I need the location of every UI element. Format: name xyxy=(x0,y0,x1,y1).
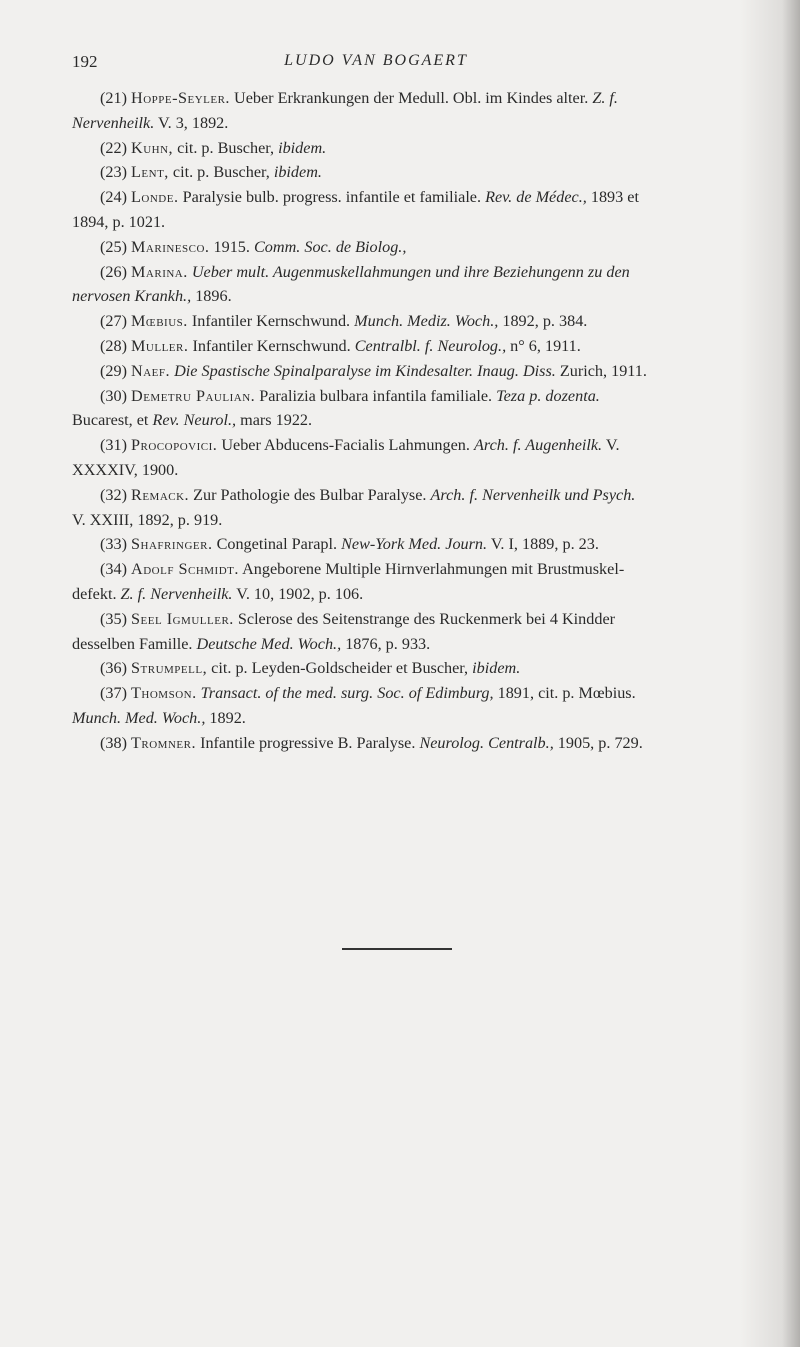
reference-continuation xyxy=(72,210,790,235)
reference-number: (25) xyxy=(100,237,132,256)
reference-text: V. I, 1889, p. 23. xyxy=(487,535,599,554)
reference-title: Centralbl. f. Neurolog., xyxy=(354,336,507,355)
reference-number: (22) xyxy=(100,138,132,157)
reference-entry xyxy=(100,532,790,557)
reference-text: cit. p. Buscher, xyxy=(173,138,279,157)
reference-entry xyxy=(100,235,790,260)
reference-author: Naef. xyxy=(131,361,171,380)
reference-number: (29) xyxy=(100,361,132,380)
reference-entry xyxy=(100,136,790,161)
reference-author: Thomson. xyxy=(131,684,197,703)
reference-text: V. xyxy=(602,436,620,455)
reference-title: nervosen Krankh., xyxy=(72,287,192,306)
reference-continuation xyxy=(72,458,790,483)
reference-text: 1893 et xyxy=(586,188,639,207)
reference-text: Ueber Erkrankungen der Medull. Obl. im Kindes alter. xyxy=(229,89,593,107)
reference-entry xyxy=(72,86,790,136)
reference-title: Z. f. xyxy=(592,89,618,107)
reference-author: Shafringer. xyxy=(131,535,213,554)
reference-continuation xyxy=(72,508,790,533)
reference-number: (21) xyxy=(100,89,132,107)
reference-title: Z. f. Nervenheilk. xyxy=(120,584,233,603)
reference-text: Zur Pathologie des Bulbar Paralyse. xyxy=(189,485,431,504)
reference-number: (24) xyxy=(100,188,132,207)
reference-author: Marina. xyxy=(131,262,188,281)
reference-text: cit. p. Leyden-Goldscheider et Buscher, xyxy=(207,659,473,678)
reference-number: (36) xyxy=(100,659,132,678)
reference-text: XXXXIV, 1900. xyxy=(72,460,179,479)
reference-continuation xyxy=(72,706,790,731)
reference-title: Teza p. dozenta. xyxy=(496,386,600,405)
reference-text: 1891, cit. p. Mœbius. xyxy=(493,684,636,703)
reference-author: Kuhn, xyxy=(131,138,174,157)
reference-continuation xyxy=(72,582,790,607)
reference-title: Rev. de Médec., xyxy=(485,188,587,207)
reference-text: Paralizia bulbara infantila familiale. xyxy=(255,386,497,405)
reference-continuation xyxy=(72,111,790,136)
reference-text: Ueber Abducens-Facialis Lahmungen. xyxy=(217,436,474,455)
end-rule xyxy=(342,948,452,950)
reference-text: Bucarest, et xyxy=(72,411,153,430)
reference-author: Demetru Paulian. xyxy=(131,386,256,405)
reference-text: Infantiler Kernschwund. xyxy=(188,336,355,355)
reference-text: Sclerose des Seitenstrange des Ruckenmerk bei 4 Kindder xyxy=(233,609,616,628)
reference-entry xyxy=(72,681,790,731)
reference-text: Congetinal Parapl. xyxy=(212,535,342,554)
reference-continuation xyxy=(72,284,790,309)
reference-author: Mœbius. xyxy=(131,312,188,331)
reference-number: (28) xyxy=(100,336,132,355)
reference-entry xyxy=(100,334,790,359)
reference-author: Procopovici. xyxy=(131,436,218,455)
reference-text: desselben Famille. xyxy=(72,634,197,653)
reference-entry xyxy=(72,557,790,607)
reference-number: (26) xyxy=(100,262,132,281)
reference-title: Arch. f. Nervenheilk und Psych. xyxy=(430,485,636,504)
reference-entry xyxy=(100,359,790,384)
reference-text: Angeborene Multiple Hirnverlahmungen mit Brustmuskel- xyxy=(238,560,625,579)
reference-text: Paralysie bulb. progress. infantile et familiale. xyxy=(178,188,486,207)
reference-title: Munch. Mediz. Woch., xyxy=(354,312,499,331)
reference-text: cit. p. Buscher, xyxy=(168,163,274,182)
reference-number: (23) xyxy=(100,163,132,182)
reference-title: Ueber mult. Augenmuskellahmungen und ihre Beziehungenn zu den xyxy=(187,262,630,281)
reference-number: (33) xyxy=(100,535,132,554)
reference-entry xyxy=(72,483,790,533)
page-header xyxy=(72,52,740,76)
reference-text: 1892. xyxy=(205,708,246,727)
reference-text: 1905, p. 729. xyxy=(553,733,643,752)
reference-entry xyxy=(72,433,790,483)
reference-author: Londe. xyxy=(131,188,179,207)
reference-title: Die Spastische Spinalparalyse im Kindesalter. Inaug. Diss. xyxy=(170,361,556,380)
reference-number: (37) xyxy=(100,684,132,703)
reference-entry xyxy=(100,731,790,756)
reference-number: (32) xyxy=(100,485,132,504)
reference-title: Deutsche Med. Woch., xyxy=(196,634,342,653)
reference-continuation xyxy=(72,632,790,657)
reference-title: ibidem. xyxy=(273,163,322,182)
reference-title: Transact. of the med. surg. Soc. of Edimburg, xyxy=(196,684,494,703)
reference-entry xyxy=(72,384,790,434)
reference-text: n° 6, 1911. xyxy=(506,336,581,355)
reference-author: Strumpell, xyxy=(131,659,208,678)
reference-author: Muller. xyxy=(131,336,189,355)
reference-title: Comm. Soc. de Biolog., xyxy=(249,237,407,256)
reference-title: Arch. f. Augenheilk. xyxy=(473,436,603,455)
reference-title: Neurolog. Centralb., xyxy=(419,733,554,752)
reference-title: Nervenheilk. xyxy=(72,113,155,132)
reference-text: Infantile progressive B. Paralyse. xyxy=(196,733,420,752)
reference-text: V. XXIII, 1892, p. 919. xyxy=(72,510,223,529)
reference-author: Marinesco. xyxy=(131,237,210,256)
reference-title: Munch. Med. Woch., xyxy=(72,708,206,727)
reference-author: Hoppe-Seyler. xyxy=(131,89,230,107)
reference-continuation xyxy=(72,408,790,433)
reference-number: (35) xyxy=(100,609,132,628)
reference-text: defekt. xyxy=(72,584,121,603)
reference-text: 1915. xyxy=(209,237,250,256)
reference-text: 1896. xyxy=(191,287,232,306)
reference-title: ibidem. xyxy=(278,138,327,157)
reference-text: mars 1922. xyxy=(236,411,313,430)
reference-author: Tromner. xyxy=(131,733,197,752)
reference-text: V. 10, 1902, p. 106. xyxy=(232,584,364,603)
reference-text: V. 3, 1892. xyxy=(154,113,229,132)
reference-entry xyxy=(100,160,790,185)
reference-entry xyxy=(100,656,790,681)
reference-author: Adolf Schmidt. xyxy=(131,560,239,579)
reference-text: Infantiler Kernschwund. xyxy=(187,312,355,331)
page-number: 192 xyxy=(72,52,98,71)
reference-text: 1892, p. 384. xyxy=(498,312,588,331)
reference-list xyxy=(72,86,790,756)
running-head: LUDO VAN BOGAERT xyxy=(284,52,468,69)
reference-entry xyxy=(72,260,790,310)
reference-title: Rev. Neurol., xyxy=(152,411,237,430)
reference-number: (34) xyxy=(100,560,132,579)
reference-entry xyxy=(72,607,790,657)
reference-number: (30) xyxy=(100,386,132,405)
reference-text: Zurich, 1911. xyxy=(555,361,647,380)
reference-author: Remack. xyxy=(131,485,190,504)
reference-entry xyxy=(72,185,790,235)
reference-number: (27) xyxy=(100,312,132,331)
reference-text: 1894, p. 1021. xyxy=(72,212,166,231)
reference-number: (38) xyxy=(100,733,132,752)
reference-author: Seel Igmuller. xyxy=(131,609,234,628)
reference-number: (31) xyxy=(100,436,132,455)
reference-entry xyxy=(100,309,790,334)
reference-title: New-York Med. Journ. xyxy=(341,535,488,554)
reference-title: ibidem. xyxy=(472,659,521,678)
reference-text: 1876, p. 933. xyxy=(341,634,431,653)
reference-author: Lent, xyxy=(131,163,169,182)
